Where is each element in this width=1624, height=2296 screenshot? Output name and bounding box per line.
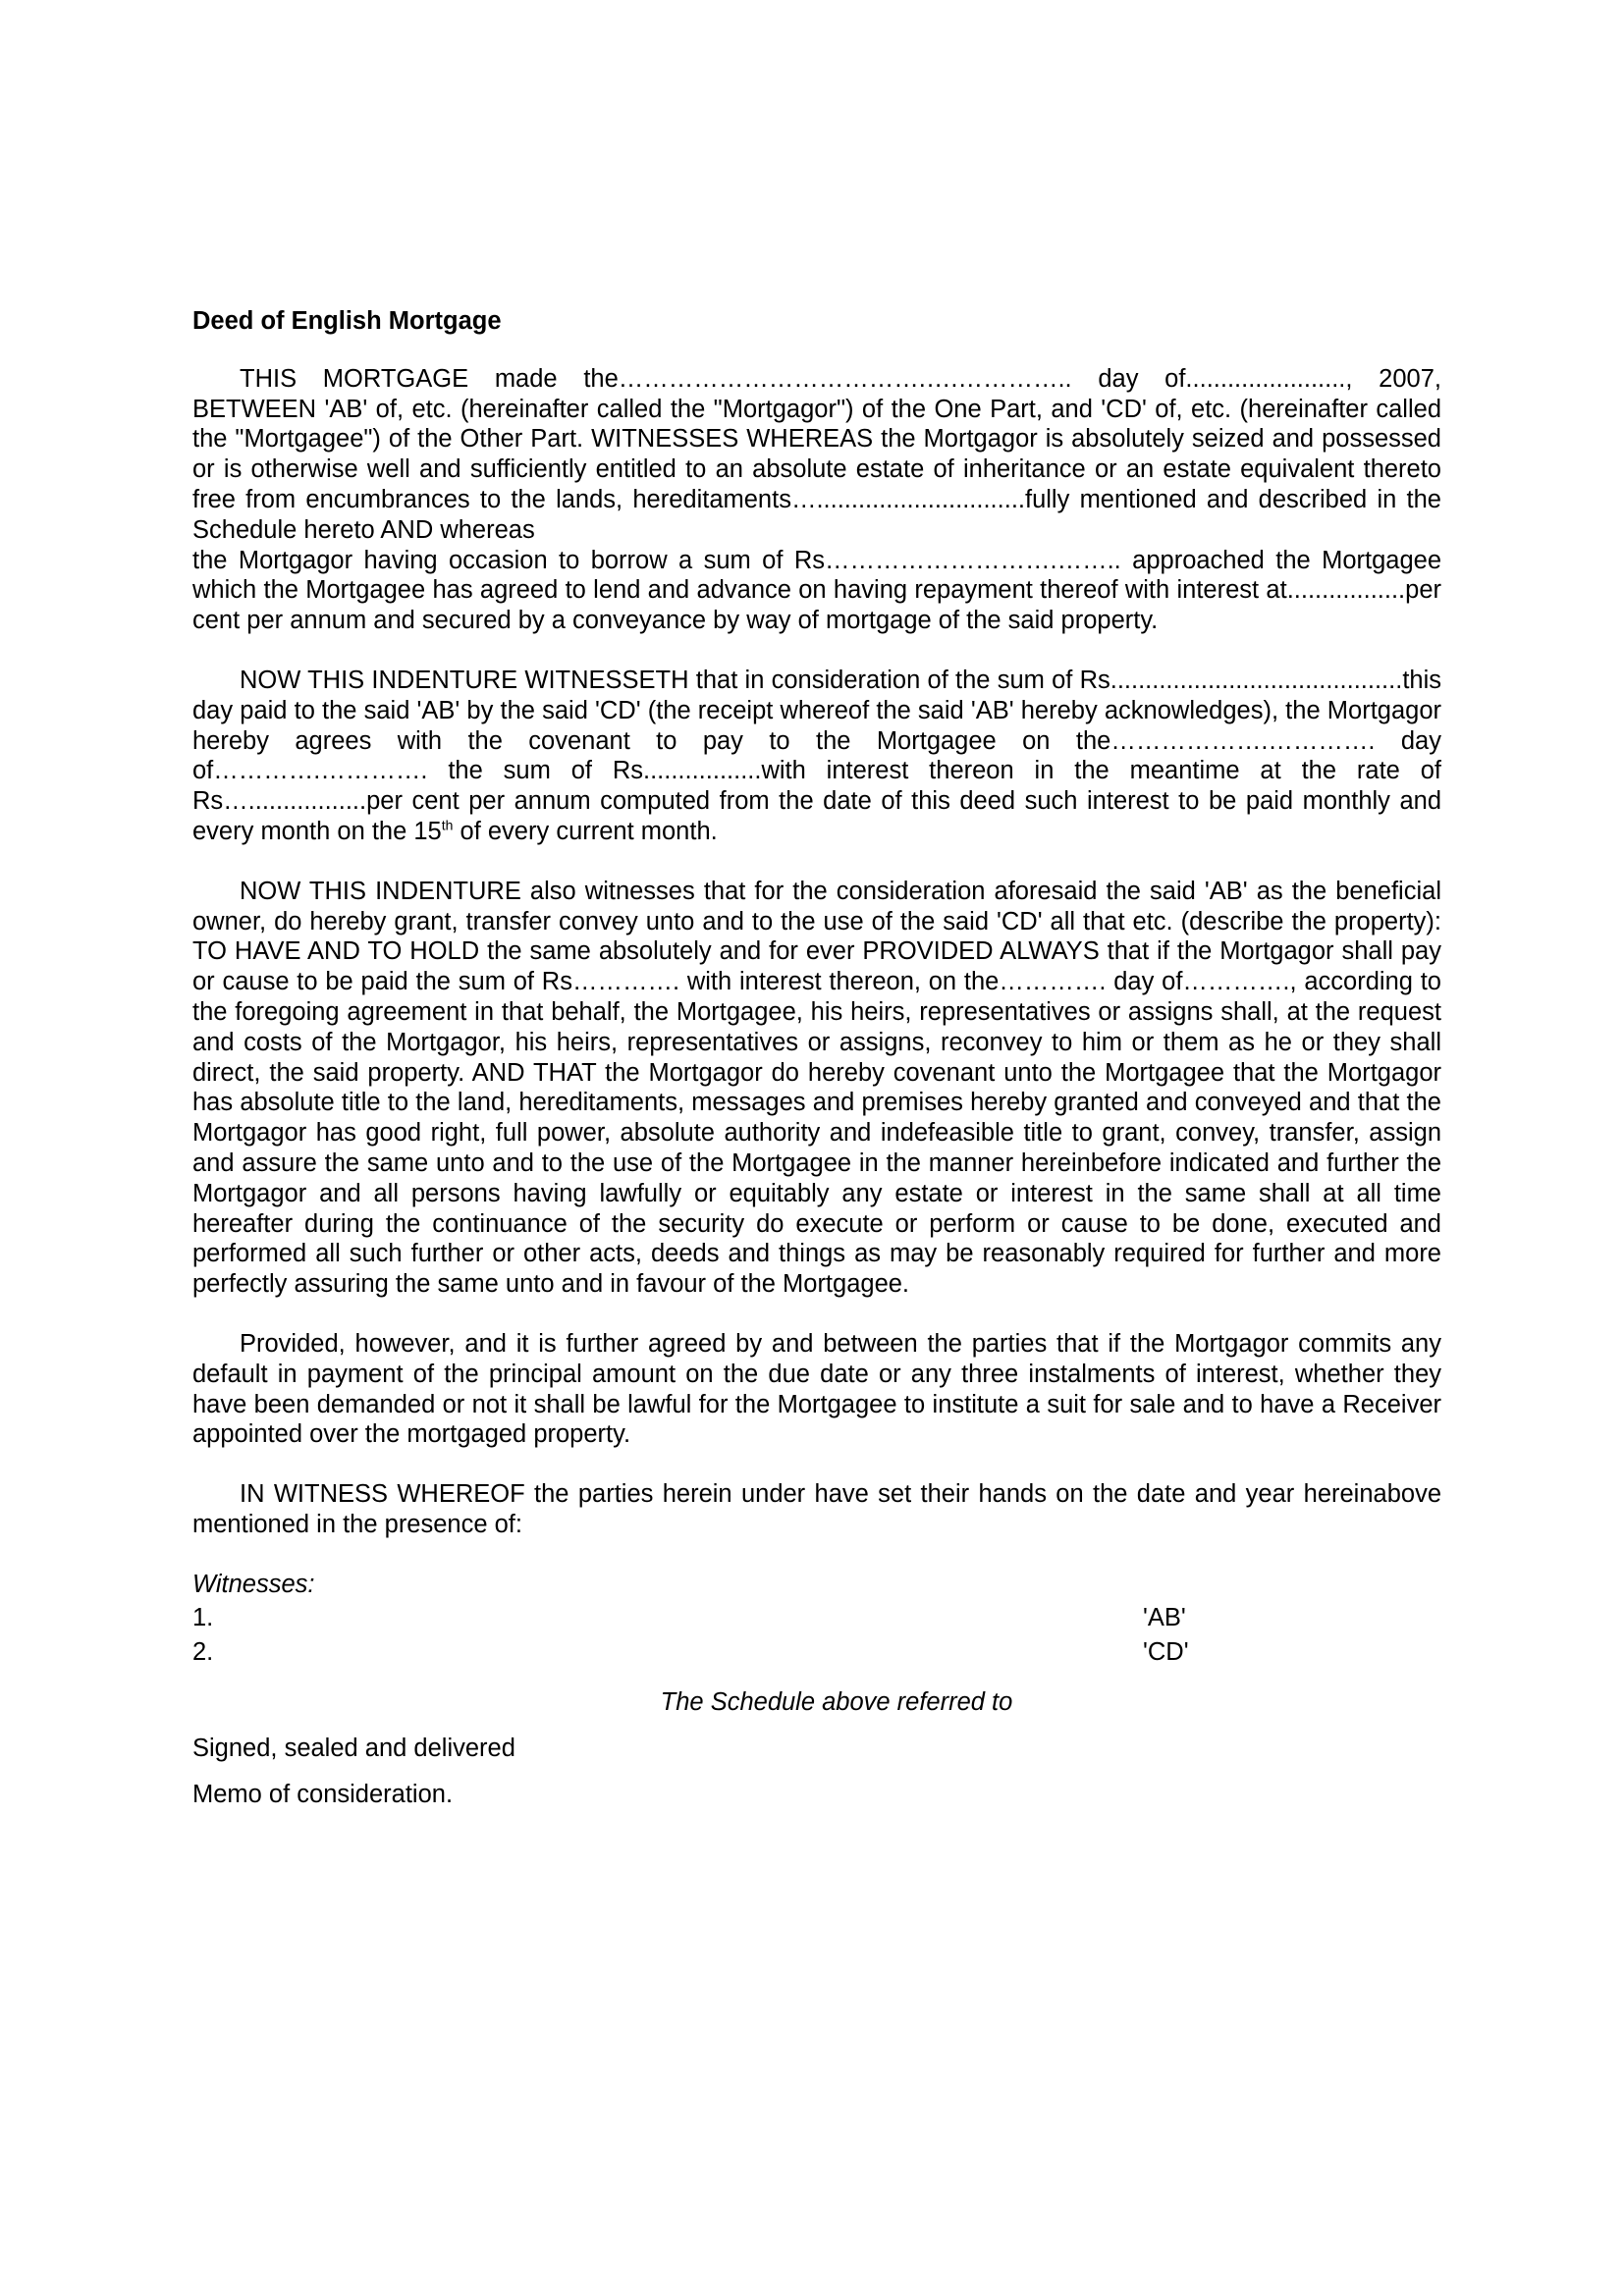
paragraph-default-proviso: Provided, however, and it is further agreed by and between the parties that if the Mortgagor commits any default in payment of the principal amount on the due date or any three instalments of interest, whether they have been demanded or not it shall be lawful for the Mortgagee to institute a suit for sale and to have a Receiver appointed over the mortgaged property. (192, 1329, 1441, 1449)
paragraph-recitals-part-2: the Mortgagor having occasion to borrow a sum of Rs……………………….…….. approached the Mortgagee which the Mortgagee has agreed to lend and advance on having repayment thereof with interest at.................per cent per annum and secured by a conveyance by way of mortgage of the said property. (192, 546, 1441, 635)
witness-number-1: 1. (192, 1604, 214, 1632)
paragraph-in-witness: IN WITNESS WHEREOF the parties herein under have set their hands on the date and year hereinabove mentioned in the presence of: (192, 1480, 1441, 1538)
memo-of-consideration: Memo of consideration. (192, 1781, 454, 1809)
signed-sealed-delivered: Signed, sealed and delivered (192, 1735, 515, 1763)
paragraph-recitals (192, 364, 1441, 636)
party-cd: 'CD' (1143, 1638, 1189, 1667)
witness-row-2 (192, 1637, 1441, 1672)
schedule-heading: The Schedule above referred to (660, 1688, 1013, 1717)
document-title: Deed of English Mortgage (192, 307, 502, 335)
paragraph-grant: NOW THIS INDENTURE also witnesses that for the consideration aforesaid the said 'AB' as the beneficial owner, do hereby grant, transfer convey unto and to the use of the said 'CD' all that etc. (describe the property): TO HAVE AND TO HOLD the same absolutely and for ever PROVIDED ALWAYS that if the Mortgagor shall pay or cause to be paid the sum of Rs…………. with interest thereon, on the…………. day of…………., according to the foregoing agreement in that behalf, the Mortgagee, his heirs, representatives or assigns shall, at the request and costs of the Mortgagor, his heirs, representatives or assigns, reconvey to him or them as he or they shall direct, the said property. AND THAT the Mortgagor do hereby covenant unto the Mortgagee that the Mortgagor has absolute title to the land, hereditaments, messages and premises hereby granted and conveyed and that the Mortgagor has good right, full power, absolute authority and indefeasible title to grant, convey, transfer, assign and assure the same unto and to the use of the Mortgagee in the manner hereinbefore indicated and further the Mortgagor and all persons having lawfully or equitably any estate or interest in the same shall at all time hereafter during the continuance of the security do execute or perform or cause to be done, executed and performed all such further or other acts, deeds and things as may be reasonably required for further and more perfectly assuring the same unto and in favour of the Mortgagee. (192, 877, 1441, 1299)
paragraph-recitals-part-1: THIS MORTGAGE made the……………………………….….………….. day of......................., 2007, BETWEEN 'AB' of, etc. (hereinafter called the "Mortgagor") of the One Part, and 'CD' of, etc. (hereinafter called the "Mortgagee") of the Other Part. WITNESSES WHEREAS the Mortgagor is absolutely seized and possessed or is otherwise well and sufficiently entitled to an absolute estate of inheritance or an estate equivalent thereto free from encumbrances to the lands, hereditaments…..............................fully mentioned and described in the Schedule hereto AND whereas (192, 364, 1441, 544)
witness-number-2: 2. (192, 1638, 214, 1667)
ordinal-suffix: th (441, 817, 454, 833)
paragraph-consideration-tail: of every current month. (453, 817, 718, 845)
witnesses-label: Witnesses: (192, 1570, 315, 1598)
witness-row-1 (192, 1603, 1441, 1637)
paragraph-consideration-text: NOW THIS INDENTURE WITNESSETH that in consideration of the sum of Rs..........................................this day paid to the said 'AB' by the said 'CD' (the receipt whereof the said 'AB' hereby acknowledges), the Mortgagor hereby agrees with the covenant to pay to the Mortgagee on the……………….…………. day of………….…………. the sum of Rs.................with interest thereon in the meantime at the rate of Rs….................per cent per annum computed from the date of this deed such interest to be paid monthly and every month on the 15 (192, 666, 1441, 845)
document-page (192, 306, 1441, 1826)
paragraph-consideration (192, 666, 1441, 847)
party-ab: 'AB' (1143, 1604, 1186, 1632)
